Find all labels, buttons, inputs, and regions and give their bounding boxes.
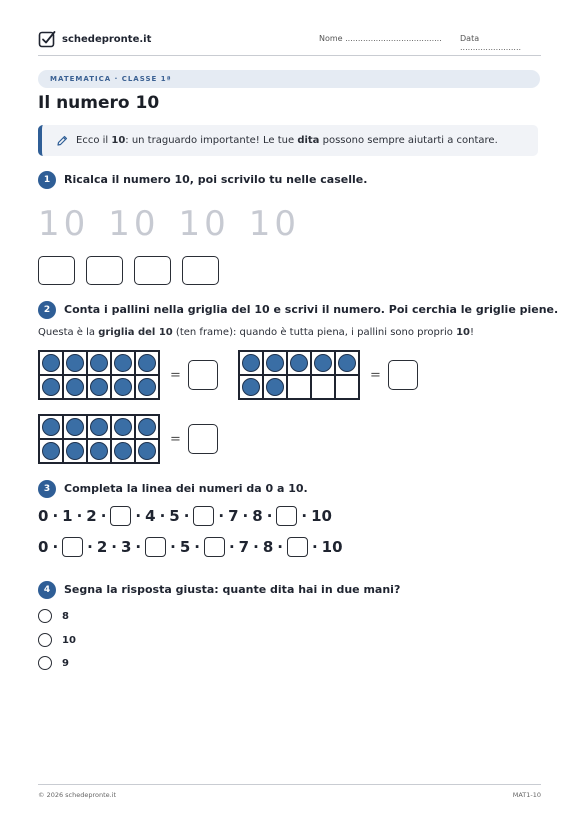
missing-number-box[interactable] bbox=[287, 537, 308, 557]
separator-dot: · bbox=[170, 538, 176, 556]
trace-row bbox=[38, 204, 319, 244]
radio-button[interactable] bbox=[38, 633, 52, 647]
trace-number: 10 bbox=[108, 204, 160, 244]
counter-dot bbox=[242, 354, 260, 372]
separator-dot: · bbox=[100, 507, 107, 525]
separator-dot: · bbox=[111, 538, 117, 556]
separator-dot: · bbox=[135, 538, 142, 556]
separator-dot: · bbox=[301, 507, 308, 525]
missing-number-box[interactable] bbox=[193, 506, 214, 526]
separator-dot: · bbox=[135, 507, 142, 525]
equals-sign: = bbox=[170, 367, 181, 383]
page-title: Il numero 10 bbox=[38, 93, 160, 113]
counter-dot bbox=[138, 442, 156, 460]
separator-dot: · bbox=[228, 538, 235, 556]
counter-dot bbox=[266, 354, 284, 372]
separator-dot: · bbox=[159, 507, 166, 525]
ten-frame[interactable] bbox=[238, 350, 360, 400]
separator-dot: · bbox=[183, 507, 190, 525]
sheet-code: MAT1-10 bbox=[512, 791, 541, 799]
separator-dot: · bbox=[311, 538, 318, 556]
answer-box[interactable] bbox=[86, 256, 123, 285]
exercise-number-badge: 2 bbox=[38, 301, 56, 319]
number-line-value: 2 bbox=[96, 538, 108, 556]
number-line-value: 8 bbox=[262, 538, 274, 556]
trace-number: 10 bbox=[178, 204, 230, 244]
ten-frame[interactable] bbox=[38, 414, 160, 464]
ten-frame-cell bbox=[287, 375, 311, 399]
ten-frame-cell bbox=[63, 375, 87, 399]
exercise-title: Completa la linea dei numeri da 0 a 10. bbox=[64, 482, 308, 495]
counter-dot bbox=[314, 354, 332, 372]
counter-dot bbox=[114, 418, 132, 436]
ten-frame-cell bbox=[135, 415, 159, 439]
answer-box[interactable] bbox=[38, 256, 75, 285]
answer-box[interactable] bbox=[134, 256, 171, 285]
counter-dot bbox=[114, 378, 132, 396]
trace-number: 10 bbox=[248, 204, 301, 244]
missing-number-box[interactable] bbox=[145, 537, 166, 557]
missing-number-box[interactable] bbox=[62, 537, 83, 557]
separator-dot: · bbox=[52, 507, 59, 525]
counter-dot bbox=[138, 378, 156, 396]
ten-frame-cell bbox=[63, 439, 87, 463]
logo-text: schedepronte.it bbox=[62, 33, 152, 45]
answer-box[interactable] bbox=[182, 256, 219, 285]
ten-frame-cell bbox=[311, 351, 335, 375]
copyright: © 2026 schedepronte.it bbox=[38, 791, 117, 799]
page-header bbox=[38, 29, 541, 56]
count-answer-box[interactable] bbox=[388, 360, 418, 390]
counter-dot bbox=[266, 378, 284, 396]
number-line-value: 0 bbox=[38, 538, 49, 556]
number-line-value: 2 bbox=[86, 507, 97, 525]
counter-dot bbox=[138, 418, 156, 436]
ten-frame-group bbox=[38, 350, 218, 400]
ten-frame-cell bbox=[87, 415, 111, 439]
ten-frame-cell bbox=[335, 351, 359, 375]
trace-number: 10 bbox=[38, 204, 90, 244]
count-answer-box[interactable] bbox=[188, 424, 218, 454]
counter-dot bbox=[138, 354, 156, 372]
separator-dot: · bbox=[52, 538, 59, 556]
counter-dot bbox=[114, 442, 132, 460]
number-line-value: 4 bbox=[145, 507, 156, 525]
intro-callout bbox=[38, 125, 538, 156]
ten-frame-cell bbox=[39, 375, 63, 399]
counter-dot bbox=[42, 378, 60, 396]
separator-dot: · bbox=[76, 507, 83, 525]
count-answer-box[interactable] bbox=[188, 360, 218, 390]
counter-dot bbox=[42, 442, 60, 460]
option-label: 9 bbox=[62, 657, 69, 669]
ten-frame-group bbox=[238, 350, 418, 400]
counter-dot bbox=[90, 442, 108, 460]
ten-frame-cell bbox=[287, 351, 311, 375]
number-line-value: 3 bbox=[120, 538, 132, 556]
ten-frame-group bbox=[38, 414, 218, 464]
callout-text: Ecco il 10: un traguardo importante! Le tue dita possono sempre aiutarti a contare. bbox=[76, 135, 498, 146]
ten-frame-cell bbox=[87, 351, 111, 375]
answer-option[interactable] bbox=[38, 656, 69, 670]
worksheet-page bbox=[38, 0, 559, 819]
option-label: 10 bbox=[62, 634, 76, 646]
separator-dot: · bbox=[266, 507, 273, 525]
number-line-value: 7 bbox=[228, 507, 239, 525]
answer-option[interactable] bbox=[38, 633, 76, 647]
missing-number-box[interactable] bbox=[276, 506, 297, 526]
ten-frame-cell bbox=[87, 375, 111, 399]
ten-frame-cell bbox=[111, 351, 135, 375]
exercise-title: Segna la risposta giusta: quante dita hai in due mani? bbox=[64, 583, 401, 596]
ten-frame-cell bbox=[135, 351, 159, 375]
ten-frame-cell bbox=[63, 351, 87, 375]
exercise-number-badge: 3 bbox=[38, 480, 56, 498]
ten-frame-cell bbox=[135, 439, 159, 463]
pencil-icon bbox=[56, 135, 68, 147]
number-line-value: 0 bbox=[38, 507, 49, 525]
exercise-number-badge: 1 bbox=[38, 171, 56, 189]
checkbox-logo-icon bbox=[38, 30, 56, 48]
number-line-value: 7 bbox=[238, 538, 250, 556]
ten-frame-cell bbox=[87, 439, 111, 463]
counter-dot bbox=[242, 378, 260, 396]
page-footer bbox=[38, 784, 541, 799]
counter-dot bbox=[66, 378, 84, 396]
number-line bbox=[38, 537, 347, 557]
exercise-number-badge: 4 bbox=[38, 581, 56, 599]
ten-frame-cell bbox=[239, 351, 263, 375]
separator-dot: · bbox=[242, 507, 249, 525]
counter-dot bbox=[338, 354, 356, 372]
ten-frame-cell bbox=[39, 439, 63, 463]
ten-frame-cell bbox=[335, 375, 359, 399]
name-field[interactable]: Nome ...................................... bbox=[319, 34, 442, 43]
number-line-value: 5 bbox=[179, 538, 191, 556]
separator-dot: · bbox=[218, 507, 225, 525]
ten-frame-cell bbox=[135, 375, 159, 399]
counter-dot bbox=[114, 354, 132, 372]
number-line-value: 10 bbox=[321, 538, 343, 556]
ten-frame[interactable] bbox=[38, 350, 160, 400]
exercise-title: Ricalca il numero 10, poi scrivilo tu nelle caselle. bbox=[64, 173, 368, 186]
radio-button[interactable] bbox=[38, 609, 52, 623]
separator-dot: · bbox=[253, 538, 259, 556]
ten-frame-cell bbox=[63, 415, 87, 439]
subject-bar: MATEMATICA · CLASSE 1ª bbox=[38, 70, 540, 88]
counter-dot bbox=[90, 418, 108, 436]
counter-dot bbox=[42, 418, 60, 436]
number-line-value: 5 bbox=[169, 507, 180, 525]
counter-dot bbox=[66, 354, 84, 372]
number-line-value: 8 bbox=[252, 507, 263, 525]
number-line-value: 10 bbox=[311, 507, 332, 525]
counter-dot bbox=[66, 442, 84, 460]
ten-frame-cell bbox=[111, 415, 135, 439]
counter-dot bbox=[90, 378, 108, 396]
number-line-value: 1 bbox=[62, 507, 73, 525]
ten-frame-cell bbox=[239, 375, 263, 399]
missing-number-box[interactable] bbox=[110, 506, 131, 526]
date-field[interactable]: Data ........................ bbox=[460, 34, 522, 52]
separator-dot: · bbox=[194, 538, 200, 556]
missing-number-box[interactable] bbox=[204, 537, 225, 557]
number-line bbox=[38, 506, 336, 526]
logo bbox=[38, 30, 151, 48]
ten-frame-cell bbox=[263, 375, 287, 399]
separator-dot: · bbox=[87, 538, 93, 556]
ten-frame-cell bbox=[39, 351, 63, 375]
ten-frame-hint: Questa è la griglia del 10 (ten frame): quando è tutta piena, i pallini sono proprio 10! bbox=[38, 327, 475, 338]
counter-dot bbox=[42, 354, 60, 372]
answer-box-row bbox=[38, 256, 230, 285]
counter-dot bbox=[90, 354, 108, 372]
ten-frame-cell bbox=[111, 375, 135, 399]
counter-dot bbox=[66, 418, 84, 436]
answer-option[interactable] bbox=[38, 609, 69, 623]
exercise-title: Conta i pallini nella griglia del 10 e scrivi il numero. Poi cerchia le griglie piene. bbox=[64, 303, 559, 316]
ten-frame-cell bbox=[111, 439, 135, 463]
equals-sign: = bbox=[370, 367, 381, 383]
separator-dot: · bbox=[277, 538, 283, 556]
ten-frame-cell bbox=[311, 375, 335, 399]
ten-frame-cell bbox=[39, 415, 63, 439]
radio-button[interactable] bbox=[38, 656, 52, 670]
counter-dot bbox=[290, 354, 308, 372]
option-label: 8 bbox=[62, 610, 69, 622]
ten-frame-cell bbox=[263, 351, 287, 375]
equals-sign: = bbox=[170, 431, 181, 447]
